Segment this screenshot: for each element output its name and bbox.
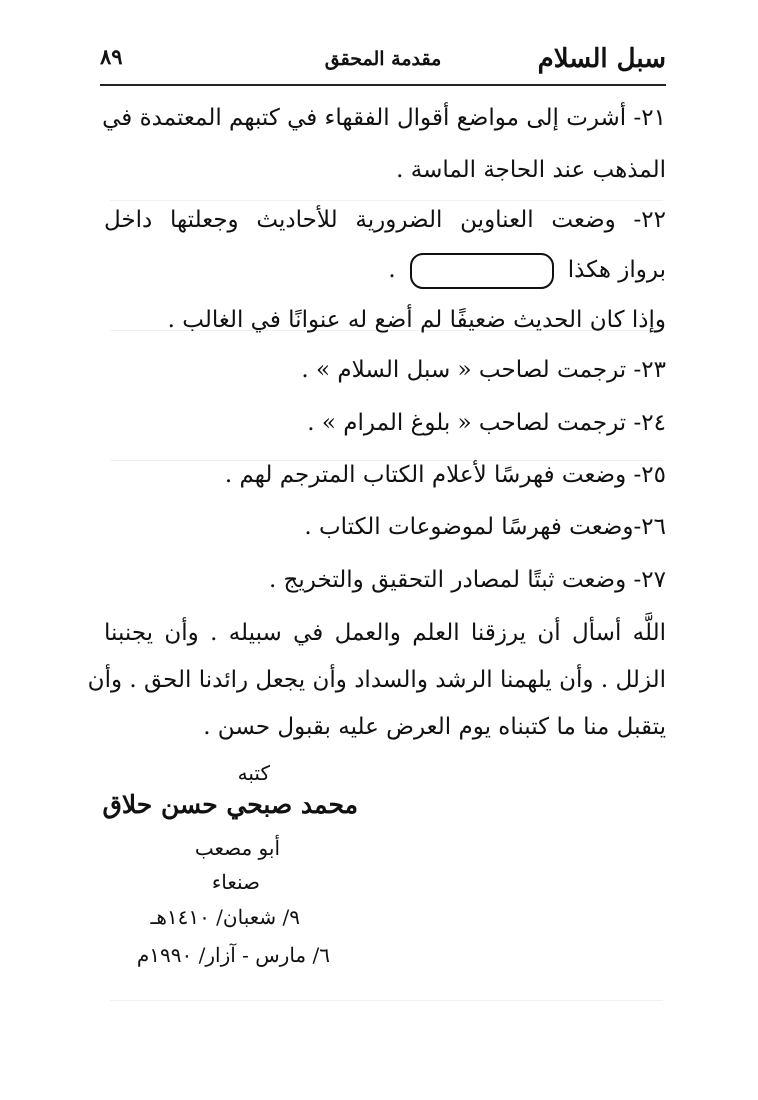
bleed-through-mark — [110, 1000, 663, 1001]
item-22-line-2 — [388, 253, 666, 289]
hijri-date: ٩/ شعبان/ ١٤١٠هـ — [150, 905, 300, 929]
item-26: ٢٦-وضعت فهرسًا لموضوعات الكتاب . — [304, 514, 666, 540]
closing-line-3: يتقبل منا ما كتبناه يوم العرض عليه بقبول حسن . — [203, 714, 666, 740]
running-book-title: سبل السلام — [537, 44, 666, 74]
page-header — [100, 40, 666, 82]
item-22-line-1: ٢٢- وضعت العناوين الضرورية للأحاديث وجعلتها داخل — [104, 207, 666, 233]
running-section-title: مقدمة المحقق — [324, 48, 442, 70]
page-number: ٨٩ — [100, 44, 123, 69]
author-name: محمد صبحي حسن حلاق — [102, 790, 358, 819]
item-25: ٢٥- وضعت فهرسًا لأعلام الكتاب المترجم لهم . — [224, 462, 666, 488]
title-frame-example — [410, 253, 554, 289]
author-kunya: أبو مصعب — [194, 836, 280, 860]
gregorian-date: ٦/ مارس - آزار/ ١٩٩٠م — [136, 943, 330, 967]
item-23: ٢٣- ترجمت لصاحب « سبل السلام » . — [301, 357, 666, 383]
header-rule — [100, 84, 666, 86]
signature-label: كتبه — [237, 761, 270, 785]
closing-line-1: اللَّه أسأل أن يرزقنا العلم والعمل في سبيله . وأن يجنبنا — [104, 620, 666, 646]
item-21-line-1: ٢١- أشرت إلى مواضع أقوال الفقهاء في كتبهم المعتمدة في — [102, 105, 666, 131]
item-22-line-3: وإذا كان الحديث ضعيفًا لم أضع له عنوانًا في الغالب . — [167, 307, 666, 333]
closing-line-2: الزلل . وأن يلهمنا الرشد والسداد وأن يجعل رائدنا الحق . وأن — [87, 667, 666, 693]
item-21-line-2: المذهب عند الحاجة الماسة . — [396, 157, 666, 183]
bleed-through-mark — [110, 200, 663, 201]
item-24: ٢٤- ترجمت لصاحب « بلوغ المرام » . — [307, 410, 666, 436]
item-22-line-2-text: برواز هكذا — [567, 257, 666, 283]
signature-city: صنعاء — [211, 870, 260, 894]
item-22-line-2-end: . — [388, 257, 396, 283]
item-27: ٢٧- وضعت ثبتًا لمصادر التحقيق والتخريج . — [268, 567, 666, 593]
